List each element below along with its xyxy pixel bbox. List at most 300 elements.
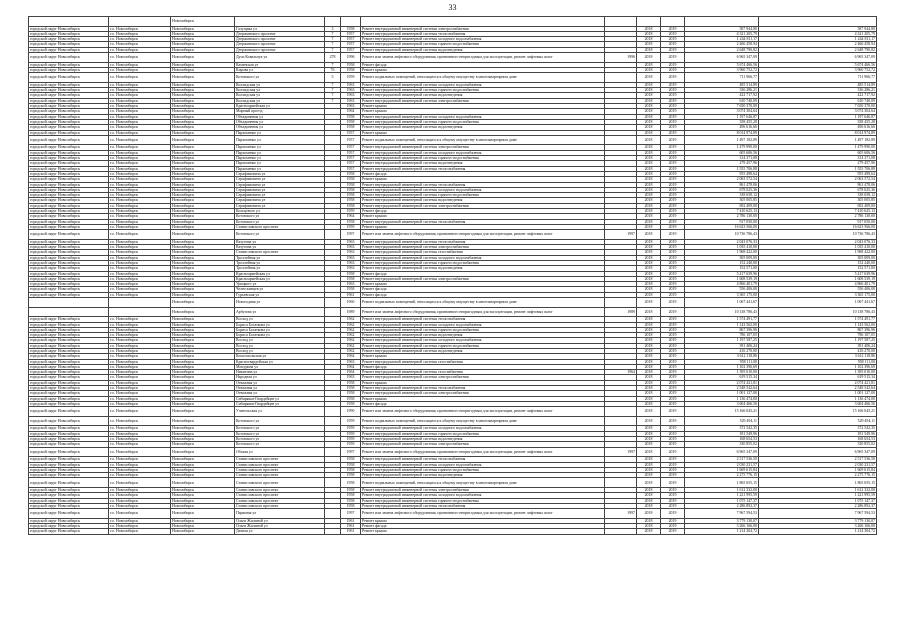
cell-build-year: 1960 (341, 298, 361, 308)
cell-locality: Новосибирск (171, 250, 235, 255)
cell-work-type: Ремонт или замена лифтового оборудования, признанного непригодным для эксплуатации, ремонт лифтовых шахт (361, 407, 605, 417)
cell-locality: Новосибирск (171, 447, 235, 457)
cell-work-type: Ремонт внутридомовой инженерной системы холодного водоснабжения (361, 426, 605, 431)
cell-work-type: Ремонт внутридомовой инженерной системы горячего водоснабжения (361, 156, 605, 161)
cell-end-year: 2019 (661, 437, 685, 442)
cell-street: Серафимовича ул (235, 193, 325, 198)
cell-cost-total: 955 498,64 (759, 171, 877, 176)
cell-end-year: 2019 (661, 88, 685, 93)
cell-cost: 2 466 458,94 (685, 42, 759, 47)
cell-territory: городской округ Новосибирск (29, 349, 109, 354)
cell-locality: Новосибирск (171, 467, 235, 472)
cell-municipality: г.о. Новосибирск (109, 130, 171, 135)
cell-work-type: Ремонт внутридомовой инженерной системы теплоснабжения (361, 386, 605, 391)
cell-territory: городской округ Новосибирск (29, 375, 109, 380)
cell-territory (29, 17, 109, 27)
cell-work-type: Ремонт внутридомовой инженерной системы водоотведения (361, 266, 605, 271)
cell-start-year: 2018 (637, 416, 661, 426)
cell-start-year: 2018 (637, 182, 661, 187)
cell-cost-total: 5 674 466,56 (759, 62, 877, 67)
cell-cost-total: 1 143 562,00 (759, 322, 877, 327)
cell-end-year: 2019 (661, 327, 685, 332)
cell-municipality: г.о. Новосибирск (109, 503, 171, 508)
cell-locality: Новосибирск (171, 287, 235, 292)
cell-street: Серафимовича ул (235, 177, 325, 182)
cell-house-number (325, 135, 341, 145)
cell-territory: городской округ Новосибирск (29, 177, 109, 182)
cell-street: Галущака ул (235, 26, 325, 31)
cell-end-year: 2019 (661, 171, 685, 176)
cell-work-type: Ремонт фасада (361, 208, 605, 213)
cell-municipality: г.о. Новосибирск (109, 473, 171, 478)
cell-territory: городской округ Новосибирск (29, 31, 109, 36)
cell-locality: Новосибирск (171, 177, 235, 182)
cell-locality: Новосибирск (171, 239, 235, 244)
cell-start-year: 2018 (637, 457, 661, 462)
cell-cost: 861 478,06 (685, 182, 759, 187)
cell-street: Дзержинского проспект (235, 31, 325, 36)
cell-build-year: 1958 (341, 114, 361, 119)
cell-street: Котовского ул (235, 416, 325, 426)
cell-locality: Новосибирск (171, 488, 235, 493)
table-row (29, 73, 877, 83)
cell-street: Дзержинского проспект (235, 37, 325, 42)
cell-cost-total: 3 604 466,56 (759, 401, 877, 406)
cell-cost: 422 717,92 (685, 93, 759, 98)
cell-end-year: 2019 (661, 488, 685, 493)
cell-end-year: 2019 (661, 177, 685, 182)
cell-cost-total: 2 648 790,82 (759, 47, 877, 52)
cell-end-year: 2019 (661, 401, 685, 406)
cell-municipality: г.о. Новосибирск (109, 47, 171, 52)
cell-build-year: 1963 (341, 359, 361, 364)
cell-territory: городской округ Новосибирск (29, 219, 109, 224)
cell-cost: 3 266 166,00 (685, 524, 759, 529)
cell-start-year: 2018 (637, 333, 661, 338)
cell-end-year: 2019 (661, 442, 685, 447)
cell-municipality: г.о. Новосибирск (109, 524, 171, 529)
cell-cost-total: 305 005,85 (759, 198, 877, 203)
cell-cost: 692 409,00 (685, 203, 759, 208)
cell-cost-total: 10 138 786,43 (759, 307, 877, 317)
cell-cost: 1 035 410,00 (685, 245, 759, 250)
cell-end-year: 2019 (661, 255, 685, 260)
cell-territory: городской округ Новосибирск (29, 380, 109, 385)
cell-cost: 7 650 370,00 (685, 104, 759, 109)
cell-territory: городской округ Новосибирск (29, 42, 109, 47)
cell-work-type: Ремонт внутридомовой инженерной системы холодного водоснабжения (361, 493, 605, 498)
cell-end-year: 2019 (661, 354, 685, 359)
cell-build-year: 1957 (341, 135, 361, 145)
cell-start-year: 2018 (637, 282, 661, 287)
cell-cost-total: 1 244 811,17 (759, 37, 877, 42)
cell-locality: Новосибирск (171, 529, 235, 534)
cell-work-type: Ремонт внутридомовой инженерной системы горячего водоснабжения (361, 193, 605, 198)
cell-work-type: Ремонт фасада (361, 292, 605, 297)
cell-street: Комсомольская ул (235, 354, 325, 359)
cell-street: Бориса Богаткова ул (235, 322, 325, 327)
cell-end-year: 2019 (661, 473, 685, 478)
cell-locality: Новосибирск (171, 292, 235, 297)
cell-cost: 619 515,34 (685, 375, 759, 380)
cell-build-year: 1958 (341, 473, 361, 478)
cell-locality: Новосибирск (171, 219, 235, 224)
cell-work-type: Ремонт внутридомовой инженерной системы горячего водоснабжения (361, 119, 605, 124)
cell-street: Пархоменко ул (235, 145, 325, 150)
cell-cost-total: 3 960 752,72 (759, 67, 877, 72)
cell-start-year: 2018 (637, 177, 661, 182)
cell-municipality: г.о. Новосибирск (109, 187, 171, 192)
cell-cost-total: 1 001 127,00 (759, 391, 877, 396)
cell-work-type: Ремонт или замена лифтового оборудования, признанного непригодным для эксплуатации, ремонт лифтовых шахт (361, 307, 605, 317)
cell-cost: 2 786 130,00 (685, 214, 759, 219)
cell-start-year: 2018 (637, 266, 661, 271)
cell-territory: городской округ Новосибирск (29, 224, 109, 229)
cell-build-year: 1961 (341, 529, 361, 534)
cell-cost: 1 555 706,88 (685, 166, 759, 171)
cell-end-year: 2019 (661, 182, 685, 187)
cell-municipality: г.о. Новосибирск (109, 193, 171, 198)
cell-build-year: 1958 (341, 203, 361, 208)
cell-locality: Новосибирск (171, 503, 235, 508)
cell-end-year: 2019 (661, 193, 685, 198)
cell-territory: городской округ Новосибирск (29, 255, 109, 260)
cell-work-type: Ремонт внутридомовой инженерной системы горячего водоснабжения (361, 467, 605, 472)
cell-build-year: 1962 (341, 343, 361, 348)
cell-cost-total: 3 266 166,00 (759, 524, 877, 529)
cell-locality: Новосибирск (171, 130, 235, 135)
cell-end-year: 2019 (661, 380, 685, 385)
cell-municipality: г.о. Новосибирск (109, 391, 171, 396)
cell-end-year: 2019 (661, 224, 685, 229)
cell-municipality: г.о. Новосибирск (109, 266, 171, 271)
cell-municipality: г.о. Новосибирск (109, 354, 171, 359)
cell-work-type: Ремонт или замена лифтового оборудования, признанного непригодным для эксплуатации, ремонт лифтовых шахт (361, 447, 605, 457)
cell-house-number: 7 (325, 47, 341, 52)
cell-street: Бориса Богаткова ул (235, 327, 325, 332)
cell-start-year: 2018 (637, 498, 661, 503)
cell-street: Ватутина ул (235, 245, 325, 250)
cell-locality: Новосибирск (171, 187, 235, 192)
cell-work-type (361, 17, 605, 27)
cell-cost: 4 321 205,79 (685, 31, 759, 36)
cell-extra-year (605, 298, 637, 308)
cell-street: Гурьевская ул (235, 292, 325, 297)
cell-street: Красноармейская ул (235, 276, 325, 281)
cell-street: Колхидская ул (235, 82, 325, 87)
cell-start-year: 2018 (637, 518, 661, 523)
cell-work-type: Ремонт крыши (361, 380, 605, 385)
cell-locality: Новосибирск (171, 437, 235, 442)
cell-build-year: 1957 (341, 166, 361, 171)
cell-cost: 678 025,36 (685, 187, 759, 192)
cell-territory: городской округ Новосибирск (29, 145, 109, 150)
cell-work-type: Ремонт фасада (361, 364, 605, 369)
cell-cost: 181 549,96 (685, 431, 759, 436)
cell-municipality: г.о. Новосибирск (109, 125, 171, 130)
cell-street: Серафимовича ул (235, 171, 325, 176)
cell-work-type: Ремонт подвальных помещений, относящихся к общему имуществу в многоквартирном доме (361, 478, 605, 488)
cell-cost-total: 1 395 010,00 (759, 370, 877, 375)
cell-territory: городской округ Новосибирск (29, 182, 109, 187)
cell-house-number: 3 (325, 26, 341, 31)
cell-end-year: 2019 (661, 431, 685, 436)
cell-locality: Новосибирск (171, 349, 235, 354)
cell-territory: городской округ Новосибирск (29, 498, 109, 503)
cell-municipality: г.о. Новосибирск (109, 493, 171, 498)
cell-cost-total: 556 406,00 (759, 287, 877, 292)
cell-start-year: 2018 (637, 391, 661, 396)
cell-work-type: Ремонт фасада (361, 524, 605, 529)
cell-cost: 1 612 332,00 (685, 488, 759, 493)
cell-municipality: г.о. Новосибирск (109, 498, 171, 503)
cell-start-year: 2018 (637, 317, 661, 322)
cell-municipality: г.о. Новосибирск (109, 447, 171, 457)
cell-street (235, 17, 325, 27)
cell-build-year: 1963 (341, 255, 361, 260)
cell-street: Котовского ул (235, 442, 325, 447)
cell-work-type: Ремонт крыши (361, 518, 605, 523)
cell-cost: 2 648 790,82 (685, 47, 759, 52)
cell-locality: Новосибирск (171, 208, 235, 213)
cell-end-year: 2019 (661, 276, 685, 281)
cell-street: Сибиряков-Гвардейцев ул (235, 401, 325, 406)
cell-territory: городской округ Новосибирск (29, 473, 109, 478)
cell-work-type: Ремонт внутридомовой инженерной системы теплоснабжения (361, 239, 605, 244)
cell-street: Объединения ул (235, 114, 325, 119)
cell-end-year: 2019 (661, 509, 685, 519)
cell-cost-total: 692 409,00 (759, 203, 877, 208)
cell-municipality: г.о. Новосибирск (109, 73, 171, 83)
cell-cost: 610 740,09 (685, 98, 759, 103)
cell-build-year: 1959 (341, 416, 361, 426)
cell-end-year: 2019 (661, 322, 685, 327)
cell-locality: Новосибирск (171, 156, 235, 161)
cell-cost: 391 406,24 (685, 343, 759, 348)
cell-end-year: 2019 (661, 260, 685, 265)
cell-locality: Новосибирск (171, 193, 235, 198)
cell-start-year: 2018 (637, 327, 661, 332)
cell-build-year: 1963 (341, 104, 361, 109)
cell-end-year: 2019 (661, 266, 685, 271)
cell-cost: 152 240,00 (685, 260, 759, 265)
cell-work-type: Ремонт внутридомовой инженерной системы горячего водоснабжения (361, 42, 605, 47)
cell-house-number (325, 230, 341, 240)
cell-cost-total: 917 050,00 (759, 219, 877, 224)
cell-cost-total: 372 542,35 (759, 426, 877, 431)
cell-cost-total: 2 043 076,33 (759, 239, 877, 244)
cell-build-year: 1958 (341, 478, 361, 488)
cell-municipality: г.о. Новосибирск (109, 426, 171, 431)
cell-street: Кирова ул (235, 67, 325, 72)
cell-territory: городской округ Новосибирск (29, 317, 109, 322)
cell-territory: городской округ Новосибирск (29, 171, 109, 176)
cell-start-year: 2018 (637, 166, 661, 171)
cell-cost: 314 371,08 (685, 156, 759, 161)
cell-territory: городской округ Новосибирск (29, 271, 109, 276)
cell-street: Колхидская ул (235, 88, 325, 93)
cell-build-year: 1958 (341, 386, 361, 391)
cell-cost-total: 3 779 130,07 (759, 518, 877, 523)
cell-locality: Новосибирск (171, 396, 235, 401)
cell-street: Восход ул (235, 343, 325, 348)
cell-start-year: 2018 (637, 239, 661, 244)
cell-cost: 1 067 441,67 (685, 298, 759, 308)
cell-municipality: г.о. Новосибирск (109, 145, 171, 150)
cell-street: Котовского ул (235, 73, 325, 83)
cell-territory: городской округ Новосибирск (29, 396, 109, 401)
cell-territory: городской округ Новосибирск (29, 135, 109, 145)
cell-cost: 372 542,35 (685, 426, 759, 431)
cell-cost: 1 214 304,72 (685, 529, 759, 534)
cell-end-year: 2019 (661, 271, 685, 276)
cell-territory: городской округ Новосибирск (29, 467, 109, 472)
cell-municipality: г.о. Новосибирск (109, 224, 171, 229)
cell-cost: 336 286,21 (685, 88, 759, 93)
cell-end-year: 2019 (661, 370, 685, 375)
cell-start-year: 2018 (637, 401, 661, 406)
cell-start-year: 2018 (637, 98, 661, 103)
cell-start-year: 2018 (637, 307, 661, 317)
cell-build-year: 1990 (341, 407, 361, 417)
cell-municipality: г.о. Новосибирск (109, 364, 171, 369)
cell-start-year: 2018 (637, 287, 661, 292)
cell-municipality: г.о. Новосибирск (109, 457, 171, 462)
cell-locality: Новосибирск (171, 462, 235, 467)
cell-municipality: г.о. Новосибирск (109, 109, 171, 114)
cell-work-type: Ремонт внутридомовой инженерной системы горячего водоснабжения (361, 343, 605, 348)
table-row (29, 135, 877, 145)
cell-start-year: 2018 (637, 82, 661, 87)
cell-work-type: Ремонт крыши (361, 67, 605, 72)
cell-street: Троллейная ул (235, 260, 325, 265)
cell-territory: городской округ Новосибирск (29, 150, 109, 155)
cell-extra-year (605, 529, 637, 534)
cell-end-year: 2019 (661, 298, 685, 308)
cell-build-year: 1963 (341, 88, 361, 93)
cell-build-year: 1964 (341, 354, 361, 359)
cell-cost: 8 014 974,89 (685, 130, 759, 135)
cell-cost-total: 1 865 655,15 (759, 478, 877, 488)
cell-street: Кольцевого ул (235, 208, 325, 213)
cell-locality: Новосибирск (171, 276, 235, 281)
cell-house-number (325, 478, 341, 488)
cell-municipality: г.о. Новосибирск (109, 282, 171, 287)
cell-municipality: г.о. Новосибирск (109, 214, 171, 219)
cell-house-number (325, 416, 341, 426)
cell-cost: 10 138 786,43 (685, 307, 759, 317)
cell-cost-total: 605 606,56 (759, 150, 877, 155)
cell-extra-year (605, 416, 637, 426)
cell-build-year: 1963 (341, 82, 361, 87)
cell-territory: городской округ Новосибирск (29, 333, 109, 338)
cell-work-type: Ремонт фасада (361, 62, 605, 67)
cell-municipality (109, 298, 171, 308)
cell-start-year: 2018 (637, 145, 661, 150)
cell-start-year: 2018 (637, 462, 661, 467)
cell-cost: 1 197 587,25 (685, 338, 759, 343)
cell-municipality: г.о. Новосибирск (109, 203, 171, 208)
cell-work-type: Ремонт внутридомовой инженерной системы теплоснабжения (361, 219, 605, 224)
cell-build-year: 1959 (341, 208, 361, 213)
cell-work-type: Ремонт фасада (361, 401, 605, 406)
cell-end-year: 2019 (661, 145, 685, 150)
cell-cost-total: 15 166 045,21 (759, 407, 877, 417)
cell-street: Котовского ул (235, 230, 325, 240)
cell-end-year: 2019 (661, 198, 685, 203)
cell-cost-total: 3 365 175,00 (759, 292, 877, 297)
cell-municipality: г.о. Новосибирск (109, 239, 171, 244)
cell-locality: Новосибирск (171, 214, 235, 219)
cell-build-year: 1989 (341, 307, 361, 317)
cell-work-type: Ремонт внутридомовой инженерной системы водоотведения (361, 437, 605, 442)
cell-build-year: 1962 (341, 327, 361, 332)
cell-house-number (325, 447, 341, 457)
cell-locality: Новосибирск (171, 37, 235, 42)
cell-locality: Новосибирск (171, 104, 235, 109)
cell-end-year: 2019 (661, 375, 685, 380)
cell-build-year: 1997 (341, 230, 361, 240)
cell-work-type: Ремонт внутридомовой инженерной системы холодного водоснабжения (361, 187, 605, 192)
cell-territory: городской округ Новосибирск (29, 509, 109, 519)
cell-end-year: 2019 (661, 518, 685, 523)
cell-start-year: 2018 (637, 219, 661, 224)
cell-municipality: г.о. Новосибирск (109, 53, 171, 63)
cell-locality: Новосибирск (171, 386, 235, 391)
cell-build-year: 1962 (341, 349, 361, 354)
cell-street: Народная ул (235, 375, 325, 380)
cell-locality: Новосибирск (171, 98, 235, 103)
cell-municipality: г.о. Новосибирск (109, 114, 171, 119)
cell-street: Отважная ул (235, 386, 325, 391)
cell-build-year: 1958 (341, 171, 361, 176)
cell-end-year: 2019 (661, 114, 685, 119)
cell-territory: городской округ Новосибирск (29, 119, 109, 124)
cell-cost-total: 5 417 639,96 (759, 271, 877, 276)
cell-locality: Новосибирск (171, 88, 235, 93)
cell-build-year: 1958 (341, 287, 361, 292)
cell-municipality: г.о. Новосибирск (109, 177, 171, 182)
cell-start-year: 2018 (637, 437, 661, 442)
cell-work-type: Ремонт подвальных помещений, относящихся к общему имуществу в многоквартирном доме (361, 298, 605, 308)
cell-start-year: 2018 (637, 245, 661, 250)
cell-cost-total: 1 102 396,69 (759, 364, 877, 369)
cell-start-year: 2018 (637, 364, 661, 369)
cell-start-year: 2018 (637, 224, 661, 229)
cell-cost-total: 4 321 205,79 (759, 31, 877, 36)
cell-work-type: Ремонт внутридомовой инженерной системы водоотведения (361, 473, 605, 478)
cell-locality: Новосибирск (171, 431, 235, 436)
cell-work-type: Ремонт внутридомовой инженерной системы газоснабжения (361, 250, 605, 255)
cell-start-year: 2018 (637, 62, 661, 67)
cell-build-year: 1963 (341, 98, 361, 103)
cell-house-number (325, 307, 341, 317)
cell-territory: городской округ Новосибирск (29, 359, 109, 364)
cell-street: Урицкого ул (235, 282, 325, 287)
table-row (29, 447, 877, 457)
cell-territory: городской округ Новосибирск (29, 208, 109, 213)
cell-work-type: Ремонт внутридомовой инженерной системы теплоснабжения (361, 31, 605, 36)
cell-start-year: 2018 (637, 442, 661, 447)
cell-cost-total: 16 623 566,00 (759, 224, 877, 229)
cell-cost: 1 574 491,77 (685, 317, 759, 322)
cell-work-type: Ремонт внутридомовой инженерной системы электроснабжения (361, 488, 605, 493)
cell-municipality: г.о. Новосибирск (109, 119, 171, 124)
cell-start-year: 2018 (637, 187, 661, 192)
cell-municipality: г.о. Новосибирск (109, 37, 171, 42)
cell-end-year: 2019 (661, 203, 685, 208)
cell-start-year (637, 17, 661, 27)
